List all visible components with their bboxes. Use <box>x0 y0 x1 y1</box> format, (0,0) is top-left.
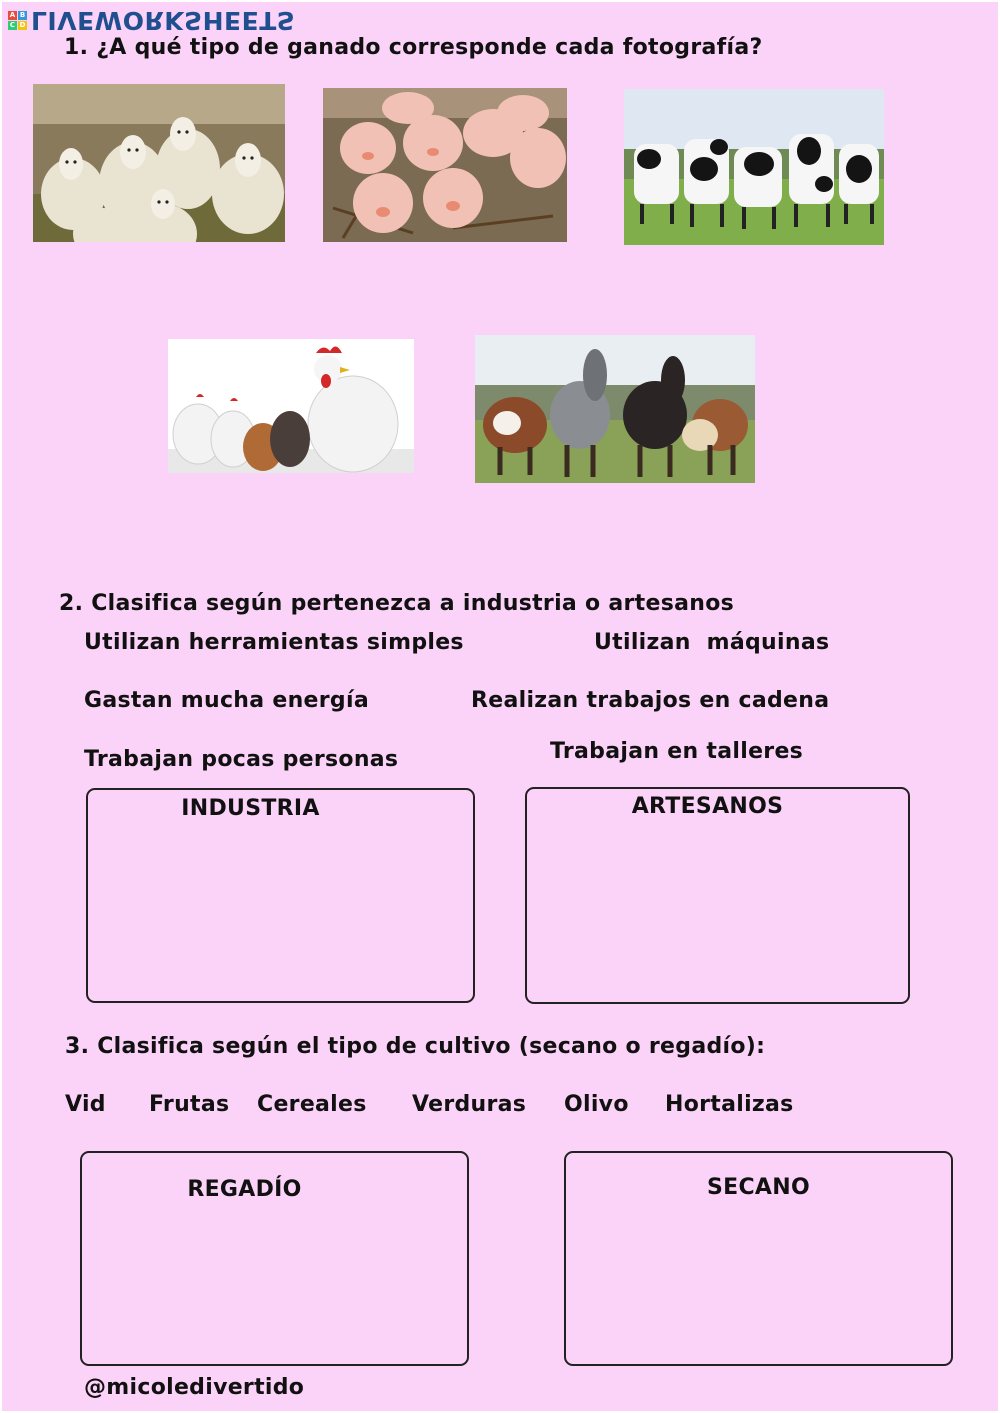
cows-photo <box>624 89 884 245</box>
horses-photo <box>475 335 755 483</box>
artesanos-drop-box[interactable] <box>525 787 910 1004</box>
regadio-box-title: REGADÍO <box>187 1177 302 1202</box>
q2-option-mucha-energia[interactable]: Gastan mucha energía <box>84 688 369 713</box>
q3-option-cereales[interactable]: Cereales <box>257 1092 367 1117</box>
logo-text: LIVEWORKSHEETS <box>31 6 296 35</box>
pigs-photo <box>323 88 567 242</box>
q2-option-trabajos-cadena[interactable]: Realizan trabajos en cadena <box>471 688 830 713</box>
artesanos-box-title: ARTESANOS <box>631 794 784 819</box>
question-3-title: 3. Clasifica según el tipo de cultivo (secano o regadío): <box>65 1034 766 1059</box>
q2-option-herramientas-simples[interactable]: Utilizan herramientas simples <box>84 630 464 655</box>
logo-blocks-icon: A B C D <box>9 10 26 29</box>
q3-option-frutas[interactable]: Frutas <box>149 1092 230 1117</box>
secano-box-title: SECANO <box>707 1175 810 1200</box>
liveworksheets-logo <box>8 7 295 33</box>
sheep-photo <box>33 84 285 242</box>
industria-box-title: INDUSTRIA <box>181 796 320 821</box>
question-1-title: 1. ¿A qué tipo de ganado corresponde cada fotografía? <box>64 35 763 60</box>
secano-drop-box[interactable] <box>564 1151 953 1366</box>
chickens-photo <box>168 339 414 473</box>
author-credit: @micoledivertido <box>84 1375 305 1400</box>
pig-icon <box>323 88 567 242</box>
chicken-icon <box>168 339 414 473</box>
worksheet-page <box>2 2 998 1411</box>
regadio-drop-box[interactable] <box>80 1151 469 1366</box>
q2-option-utilizan-maquinas[interactable]: Utilizan máquinas <box>594 630 830 655</box>
q3-option-hortalizas[interactable]: Hortalizas <box>665 1092 794 1117</box>
q2-option-pocas-personas[interactable]: Trabajan pocas personas <box>84 747 399 772</box>
question-2-title: 2. Clasifica según pertenezca a industria o artesanos <box>59 591 735 616</box>
q3-option-olivo[interactable]: Olivo <box>564 1092 629 1117</box>
cow-icon <box>624 89 884 245</box>
sheep-icon <box>33 84 285 242</box>
q3-option-vid[interactable]: Vid <box>65 1092 106 1117</box>
q2-option-talleres[interactable]: Trabajan en talleres <box>550 739 804 764</box>
q3-option-verduras[interactable]: Verduras <box>412 1092 527 1117</box>
horse-icon <box>475 335 755 483</box>
industria-drop-box[interactable] <box>86 788 475 1003</box>
